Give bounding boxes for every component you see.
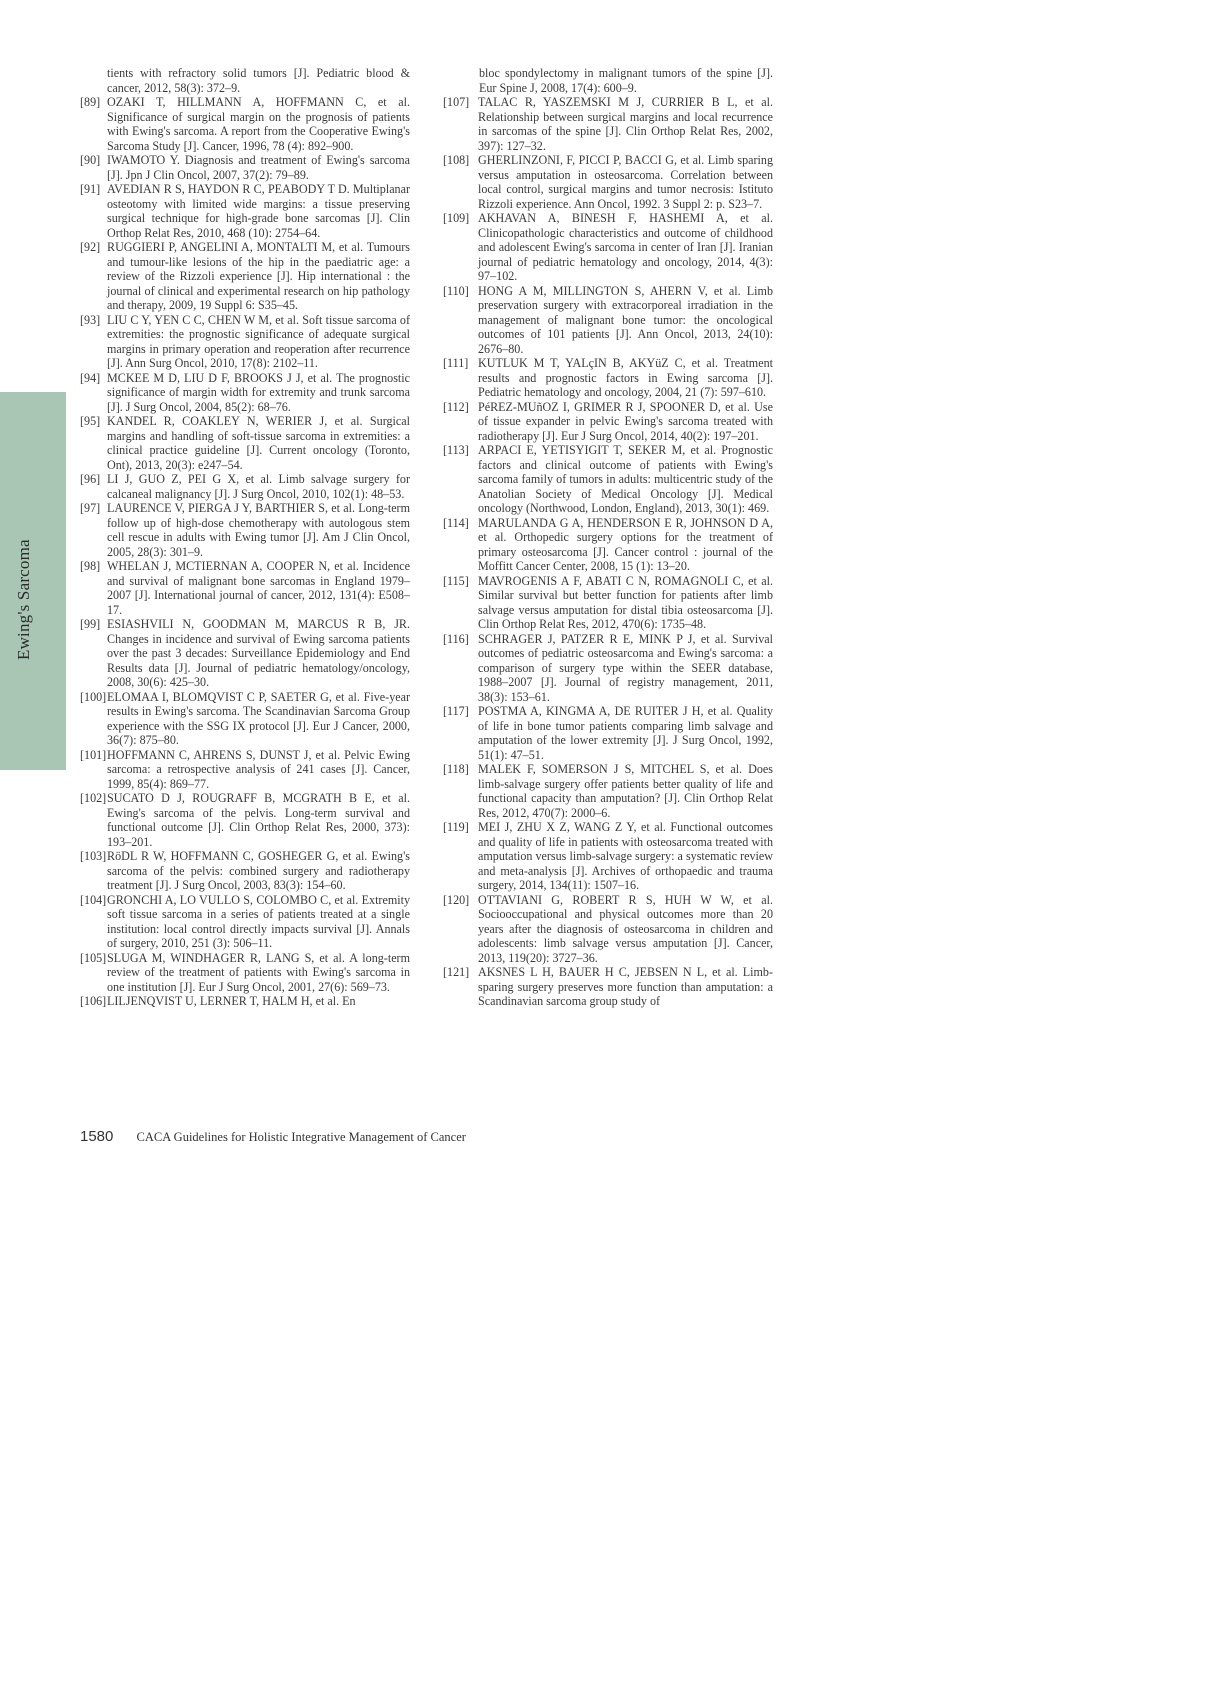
reference-text: AVEDIAN R S, HAYDON R C, PEABODY T D. Multiplanar osteotomy with limited wide margins: a tissue preserving surgical technique for high-grade bone sarcomas [J]. Clin Orthop Relat Res, 2010, 468 (10): 2754–64. — [107, 182, 410, 240]
page-number: 1580 — [80, 1128, 114, 1145]
right-column — [443, 66, 773, 1009]
reference-entry — [80, 472, 410, 501]
reference-entry — [443, 820, 773, 893]
reference-number: [95] — [80, 414, 101, 428]
reference-number: [118] — [443, 762, 469, 776]
reference-text: ESIASHVILI N, GOODMAN M, MARCUS R B, JR. Changes in incidence and survival of Ewing sarcoma patients over the past 3 decades: Surveillance Epidemiology and End Results data [J]. Journal of pediatric hematology/oncology, 2008, 30(6): 425–30. — [107, 617, 410, 689]
reference-text: bloc spondylectomy in malignant tumors of the spine [J]. Eur Spine J, 2008, 17(4): 600–9. — [479, 66, 773, 95]
reference-text: AKSNES L H, BAUER H C, JEBSEN N L, et al. Limb-sparing surgery preserves more function than amputation: a Scandinavian sarcoma group study of — [478, 965, 773, 1008]
reference-text: LI J, GUO Z, PEI G X, et al. Limb salvage surgery for calcaneal malignancy [J]. J Surg Oncol, 2010, 102(1): 48–53. — [107, 472, 410, 501]
reference-text: OTTAVIANI G, ROBERT R S, HUH W W, et al. Sociooccupational and physical outcomes more than 20 years after the diagnosis of osteosarcoma in children and adolescents: limb salvage versus amputation [J]. Cancer, 2013, 119(20): 3727–36. — [478, 892, 773, 965]
reference-entry — [80, 690, 410, 748]
reference-text: OZAKI T, HILLMANN A, HOFFMANN C, et al. Significance of surgical margin on the prognosis of patients with Ewing's sarcoma. A report from the Cooperative Ewing's Sarcoma Study [J]. Cancer, 1996, 78 (4): 892–900. — [107, 95, 410, 153]
reference-text: HOFFMANN C, AHRENS S, DUNST J, et al. Pelvic Ewing sarcoma: a retrospective analysis of 241 cases [J]. Cancer, 1999, 85(4): 869–77. — [107, 747, 410, 791]
reference-text: TALAC R, YASZEMSKI M J, CURRIER B L, et al. Relationship between surgical margins and local recurrence in sarcomas of the spine [J]. Clin Orthop Relat Res, 2002, 397): 127–32. — [478, 95, 773, 153]
reference-number: [101] — [80, 747, 107, 762]
reference-entry — [443, 762, 773, 820]
reference-entry — [443, 893, 773, 966]
reference-entry — [80, 849, 410, 893]
reference-number: [94] — [80, 370, 101, 385]
reference-entry — [80, 893, 410, 951]
reference-text: MAVROGENIS A F, ABATI C N, ROMAGNOLI C, et al. Similar survival but better function for patients after limb salvage versus amputation for distal tibia osteosarcoma [J]. Clin Orthop Relat Res, 2012, 470(6): 1735–48. — [478, 573, 773, 631]
reference-number: [114] — [443, 515, 469, 530]
reference-number: [99] — [80, 617, 101, 631]
reference-entry — [80, 748, 410, 792]
reference-number: [120] — [443, 892, 470, 907]
reference-number: [111] — [443, 356, 469, 370]
reference-text: POSTMA A, KINGMA A, DE RUITER J H, et al. Quality of life in bone tumor patients comparing limb salvage and amputation of the lower extremity [J]. J Surg Oncol, 1992, 51(1): 47–51. — [478, 704, 773, 762]
reference-entry — [80, 414, 410, 472]
reference-number: [106] — [80, 994, 107, 1008]
reference-entry — [80, 559, 410, 617]
reference-entry — [80, 182, 410, 240]
reference-entry — [80, 501, 410, 559]
reference-text: HONG A M, MILLINGTON S, AHERN V, et al. Limb preservation surgery with extracorporeal irradiation in the management of malignant bone tumor: the oncological outcomes of 101 patients [J]. Ann Oncol, 2013, 24(10): 2676–80. — [478, 283, 773, 356]
reference-entry — [443, 965, 773, 1009]
reference-number: [115] — [443, 573, 469, 588]
reference-number: [116] — [443, 631, 469, 646]
reference-text: KUTLUK M T, YALçIN B, AKYüZ C, et al. Treatment results and prognostic factors in Ewing sarcoma [J]. Pediatric hematology and oncology, 2004, 21 (7): 597–610. — [478, 356, 773, 399]
reference-number: [117] — [443, 704, 469, 718]
reference-text: IWAMOTO Y. Diagnosis and treatment of Ewing's sarcoma [J]. Jpn J Clin Oncol, 2007, 37(2): 79–89. — [107, 153, 410, 182]
reference-entry — [443, 153, 773, 211]
reference-entry — [443, 443, 773, 516]
reference-entry — [80, 617, 410, 690]
reference-number: [105] — [80, 950, 107, 965]
reference-text: ARPACI E, YETISYIGIT T, SEKER M, et al. Prognostic factors and clinical outcome of patients with Ewing's sarcoma family of tumors in adults: multicentric study of the Anatolian Society of Medical Oncology [J]. Medical oncology (Northwood, London, England), 2013, 30(1): 469. — [478, 443, 773, 515]
reference-number: [103] — [80, 849, 107, 863]
reference-number: [112] — [443, 399, 469, 414]
reference-text: ELOMAA I, BLOMQVIST C P, SAETER G, et al. Five-year results in Ewing's sarcoma. The Scandinavian Sarcoma Group experience with the SSG IX protocol [J]. Eur J Cancer, 2000, 36(7): 875–80. — [107, 689, 410, 747]
reference-text: PéREZ-MUñOZ I, GRIMER R J, SPOONER D, et al. Use of tissue expander in pelvic Ewing's sarcoma treated with radiotherapy [J]. Eur J Surg Oncol, 2014, 40(2): 197–201. — [478, 399, 773, 443]
reference-number: [90] — [80, 153, 101, 167]
reference-entry — [443, 516, 773, 574]
reference-number: [102] — [80, 791, 107, 805]
reference-entry — [443, 211, 773, 284]
reference-text: MEI J, ZHU X Z, WANG Z Y, et al. Functional outcomes and quality of life in patients with osteosarcoma treated with amputation versus limb-salvage surgery: a systematic review and meta-analysis [J]. Archives of orthopaedic and trauma surgery, 2014, 134(11): 1507–16. — [478, 820, 773, 892]
reference-entry — [80, 371, 410, 415]
reference-text: LIU C Y, YEN C C, CHEN W M, et al. Soft tissue sarcoma of extremities: the prognostic significance of adequate surgical margins in primary operation and reoperation after recurrence [J]. Ann Surg Oncol, 2010, 17(8): 2102–11. — [107, 312, 410, 370]
reference-entry — [80, 66, 410, 95]
reference-text: WHELAN J, MCTIERNAN A, COOPER N, et al. Incidence and survival of malignant bone sarcomas in England 1979–2007 [J]. International journal of cancer, 2012, 131(4): E508–17. — [107, 559, 410, 617]
reference-entry — [443, 66, 773, 95]
reference-number: [93] — [80, 312, 101, 327]
reference-entry — [443, 632, 773, 705]
reference-entry — [443, 356, 773, 400]
reference-text: GRONCHI A, LO VULLO S, COLOMBO C, et al. Extremity soft tissue sarcoma in a series of patients treated at a single institution: local control directly impacts survival [J]. Annals of surgery, 2010, 251 (3): 506–11. — [107, 892, 410, 950]
reference-entry — [443, 574, 773, 632]
running-title: CACA Guidelines for Holistic Integrative Management of Cancer — [136, 1130, 466, 1144]
reference-text: MARULANDA G A, HENDERSON E R, JOHNSON D A, et al. Orthopedic surgery options for the treatment of primary osteosarcoma [J]. Cancer control : journal of the Moffitt Cancer Center, 2008, 15 (1): 13–20. — [478, 515, 773, 573]
reference-text: SCHRAGER J, PATZER R E, MINK P J, et al. Survival outcomes of pediatric osteosarcoma and Ewing's sarcoma: a comparison of surgery type within the SEER database, 1988–2007 [J]. Journal of registry management, 2011, 38(3): 153–61. — [478, 631, 773, 704]
reference-text: LAURENCE V, PIERGA J Y, BARTHIER S, et al. Long-term follow up of high-dose chemotherapy with autologous stem cell rescue in adults with Ewing tumor [J]. Am J Clin Oncol, 2005, 28(3): 301–9. — [107, 501, 410, 559]
reference-text: tients with refractory solid tumors [J]. Pediatric blood & cancer, 2012, 58(3): 372–9. — [107, 66, 410, 95]
reference-entry — [80, 791, 410, 849]
reference-entry — [80, 153, 410, 182]
reference-number: [119] — [443, 820, 469, 834]
reference-text: LILJENQVIST U, LERNER T, HALM H, et al. En — [107, 994, 356, 1008]
reference-text: MCKEE M D, LIU D F, BROOKS J J, et al. The prognostic significance of margin width for extremity and trunk sarcoma [J]. J Surg Oncol, 2004, 85(2): 68–76. — [107, 370, 410, 414]
reference-number: [107] — [443, 95, 470, 109]
reference-number: [92] — [80, 240, 101, 254]
reference-entry — [80, 313, 410, 371]
reference-entry — [80, 240, 410, 313]
reference-text: KANDEL R, COAKLEY N, WERIER J, et al. Surgical margins and handling of soft-tissue sarcoma in extremities: a clinical practice guideline [J]. Current oncology (Toronto, Ont), 2013, 20(3): e247–54. — [107, 414, 410, 472]
reference-number: [100] — [80, 689, 107, 704]
reference-number: [104] — [80, 892, 107, 907]
reference-entry — [80, 951, 410, 995]
reference-number: [121] — [443, 965, 470, 979]
reference-text: SUCATO D J, ROUGRAFF B, MCGRATH B E, et al. Ewing's sarcoma of the pelvis. Long-term survival and functional outcome [J]. Clin Orthop Relat Res, 2000, 373): 193–201. — [107, 791, 410, 849]
reference-entry — [443, 400, 773, 444]
reference-text: MALEK F, SOMERSON J S, MITCHEL S, et al. Does limb-salvage surgery offer patients better quality of life and functional capacity than amputation? [J]. Clin Orthop Relat Res, 2012, 470(7): 2000–6. — [478, 762, 773, 820]
reference-number: [96] — [80, 472, 101, 486]
reference-number: [89] — [80, 95, 101, 109]
reference-number: [91] — [80, 182, 101, 196]
left-column — [80, 66, 410, 1009]
page-footer — [80, 1128, 466, 1145]
side-tab-label: Ewing's Sarcoma — [14, 539, 33, 660]
reference-number: [108] — [443, 153, 470, 167]
reference-number: [113] — [443, 443, 469, 457]
reference-entry — [80, 95, 410, 153]
reference-text: AKHAVAN A, BINESH F, HASHEMI A, et al. Clinicopathologic characteristics and outcome of childhood and adolescent Ewing's sarcoma in center of Iran [J]. Iranian journal of pediatric hematology and oncology, 2014, 4(3): 97–102. — [478, 211, 773, 283]
reference-text: SLUGA M, WINDHAGER R, LANG S, et al. A long-term review of the treatment of patients with Ewing's sarcoma in one institution [J]. Eur J Surg Oncol, 2001, 27(6): 569–73. — [107, 950, 410, 994]
reference-entry — [443, 284, 773, 357]
reference-number: [98] — [80, 559, 101, 573]
reference-entry — [443, 704, 773, 762]
reference-text: RUGGIERI P, ANGELINI A, MONTALTI M, et al. Tumours and tumour-like lesions of the hip in the paediatric age: a review of the Rizzoli experience [J]. Hip international : the journal of clinical and experimental research on hip pathology and therapy, 2009, 19 Suppl 6: S35–45. — [107, 240, 410, 312]
reference-text: RöDL R W, HOFFMANN C, GOSHEGER G, et al. Ewing's sarcoma of the pelvis: combined surgery and radiotherapy treatment [J]. J Surg Oncol, 2003, 83(3): 154–60. — [107, 849, 410, 892]
reference-text: GHERLINZONI, F, PICCI P, BACCI G, et al. Limb sparing versus amputation in osteosarcoma. Correlation between local control, surgical margins and tumor necrosis: Istituto Rizzoli experience. Ann Oncol, 1992. 3 Suppl 2: p. S23–7. — [478, 153, 773, 211]
reference-number: [97] — [80, 501, 101, 515]
reference-entry — [80, 994, 410, 1009]
reference-number: [109] — [443, 211, 470, 225]
reference-entry — [443, 95, 773, 153]
reference-number: [110] — [443, 283, 469, 298]
